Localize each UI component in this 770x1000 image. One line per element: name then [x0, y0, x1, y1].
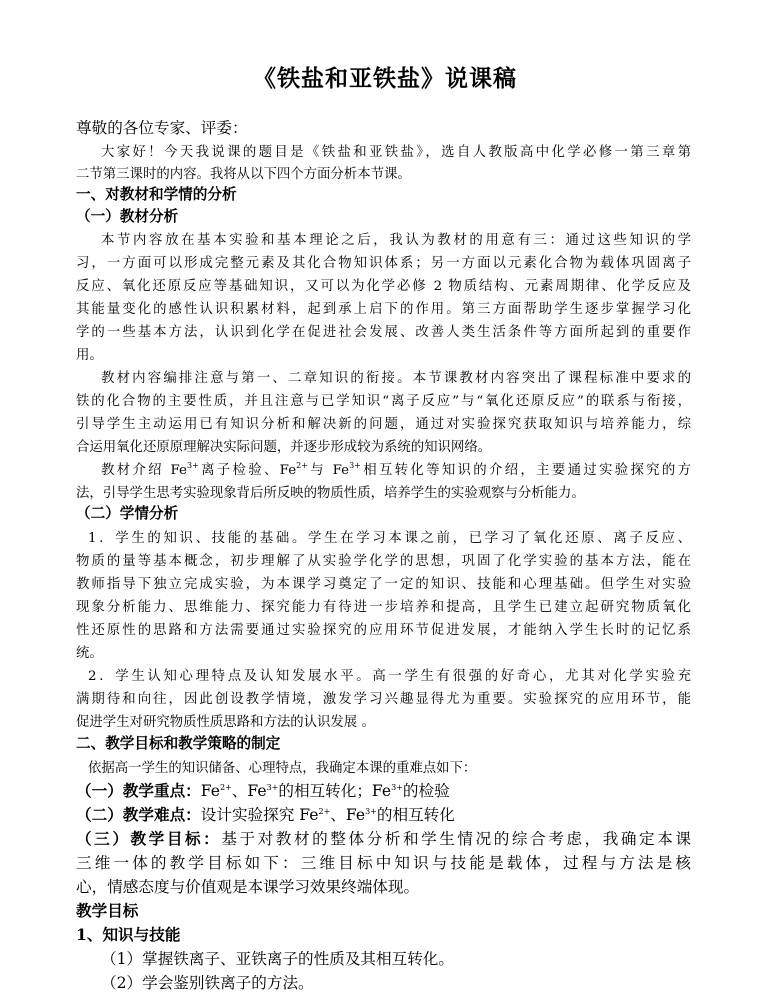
para-d-line-1: 1．学生的知识、技能的基础。学生在学习本课之前，已学习了氧化还原、离子反应、	[88, 531, 691, 546]
teaching-difficulty	[76, 803, 455, 825]
teaching-goal-line-2: 三维一体的教学目标如下：三维目标中知识与技能是载体，过程与方法是核	[76, 854, 691, 872]
difficulty-text-3: 的相互转化	[376, 806, 455, 824]
section-2-heading: 二、教学目标和教学策略的制定	[76, 735, 281, 752]
subsection-1-heading: （一）教材分析	[76, 208, 179, 225]
section-1-heading: 一、对教材和学情的分析	[76, 186, 237, 203]
superscript-charge: 2+	[296, 461, 308, 470]
para-e-line-1: 2．学生认知心理特点及认知发展水平。高一学生有很强的好奇心，尤其对化学实验充	[88, 669, 691, 684]
para-a-line-3: 反应、氧化还原反应等基础知识，又可以为化学必修 2 物质结构、元素周期律、化学反应及	[76, 279, 691, 294]
para-e-line-2: 满期待和向往，因此创设教学情境，激发学习兴趣显得尤为重要。实验探究的应用环节，能	[76, 692, 691, 707]
para-b-line-4: 合运用氧化还原原理解决实际问题，并逐步形成较为系统的知识网络。	[76, 440, 492, 455]
para-d-line-5: 性还原性的思路和方法需要通过实验探究的应用环节促进发展，才能纳入学生长时的记忆系	[76, 623, 691, 638]
para-c-text-3: 与 Fe	[307, 463, 350, 478]
goal-item-2: （2）学会鉴别铁离子的方法。	[101, 974, 314, 992]
superscript-charge: 3+	[391, 783, 403, 792]
para-c-line-2: 法，引导学生思考实验现象背后所反映的物质性质，培养学生的实验观察与分析能力。	[76, 486, 585, 501]
para-e-line-3: 促进学生对研究物质性质思路和方法的认识发展 。	[76, 715, 375, 730]
para-b-line-1: 教材内容编排注意与第一、二章知识的衔接。本节课教材内容突出了课程标准中要求的	[101, 371, 691, 386]
para-a-line-4: 其能量变化的感性认识积累材料，起到承上启下的作用。第三方面帮助学生逐步掌握学习化	[76, 302, 691, 317]
superscript-charge: 3+	[365, 807, 377, 816]
para-d-line-6: 统。	[76, 646, 103, 661]
para-b-line-2: 铁的化合物的主要性质，并且注意与已学知识“离子反应”与“氧化还原反应”的联系与衔接，	[76, 394, 691, 409]
document-title: 《铁盐和亚铁盐》说课稿	[253, 65, 517, 92]
para-d-line-4: 现象分析能力、思维能力、探究能力有待进一步培养和提高，且学生已建立起研究物质氧化	[76, 600, 691, 615]
para-d-line-2: 物质的量等基本概念，初步理解了从实验学化学的思想，巩固了化学实验的基本方法，能在	[76, 554, 691, 569]
para-d-line-3: 教师指导下独立完成实验，为本课学习奠定了一定的知识、技能和心理基础。但学生对实验	[76, 577, 691, 592]
goal-text-1: 基于对教材的整体分析和学生情况的综合考虑，我确定本课	[221, 830, 691, 848]
focus-text-4: 的检验	[402, 782, 450, 800]
para-c-line-1	[101, 459, 691, 478]
greeting: 尊敬的各位专家、评委：	[76, 119, 248, 137]
superscript-charge: 2+	[219, 783, 232, 792]
superscript-charge: 3+	[349, 461, 361, 470]
superscript-charge: 3+	[186, 461, 199, 470]
para-a-line-5: 学的一些基本方法，认识到化学在促进社会发展、改善人类生活条件等方面所起到的重要作	[76, 325, 691, 340]
superscript-charge: 3+	[266, 783, 279, 792]
teaching-focus	[76, 779, 450, 801]
teaching-goal-line-3: 心，情感态度与价值观是本课学习效果终端体现。	[76, 878, 420, 896]
para-c-text-4: 相互转化等知识的介绍，主要通过实验探究的方	[360, 463, 692, 478]
para-f: 依据高一学生的知识储备、心理特点，我确定本课的重难点如下：	[88, 761, 477, 776]
teaching-focus-label: （一）教学重点：	[76, 781, 201, 800]
difficulty-text-1: 设计实验探究 Fe	[200, 806, 319, 824]
focus-text-1: Fe	[200, 782, 220, 800]
para-c-text-2: 离子检验、Fe	[198, 463, 297, 478]
teaching-difficulty-label: （二）教学难点：	[76, 805, 201, 824]
para-b-line-3: 引导学生主动运用已有知识分析和解决新的问题，通过对实验探究获取知识与培养能力，综	[76, 417, 691, 432]
goal-item-1: （1）掌握铁离子、亚铁离子的性质及其相互转化。	[101, 950, 454, 968]
intro-line-2: 二节第三课时的内容。我将从以下四个方面分析本节课。	[76, 167, 411, 182]
difficulty-text-2: 、Fe	[330, 806, 366, 824]
superscript-charge: 2+	[318, 807, 331, 816]
focus-text-2: 、Fe	[231, 782, 267, 800]
teaching-goal-line-1	[76, 827, 691, 849]
para-a-line-1: 本节内容放在基本实验和基本理论之后，我认为教材的用意有三：通过这些知识的学	[101, 233, 691, 248]
goals-heading: 教学目标	[76, 901, 139, 920]
para-a-line-6: 用。	[76, 348, 103, 363]
knowledge-skills-heading: 1、知识与技能	[76, 925, 181, 944]
para-a-line-2: 习，一方面可以形成完整元素及其化合物知识体系；另一方面以元素化合物为载体巩固离子	[76, 256, 691, 271]
focus-text-3: 的相互转化；Fe	[278, 782, 392, 800]
teaching-goal-label: （三）教学目标：	[76, 829, 222, 848]
intro-line-1: 大家好！今天我说课的题目是《铁盐和亚铁盐》，选自人教版高中化学必修一第三章第	[101, 145, 691, 160]
subsection-2-heading: （二）学情分析	[76, 505, 179, 522]
para-c-text-1: 教材介绍 Fe	[101, 463, 187, 478]
